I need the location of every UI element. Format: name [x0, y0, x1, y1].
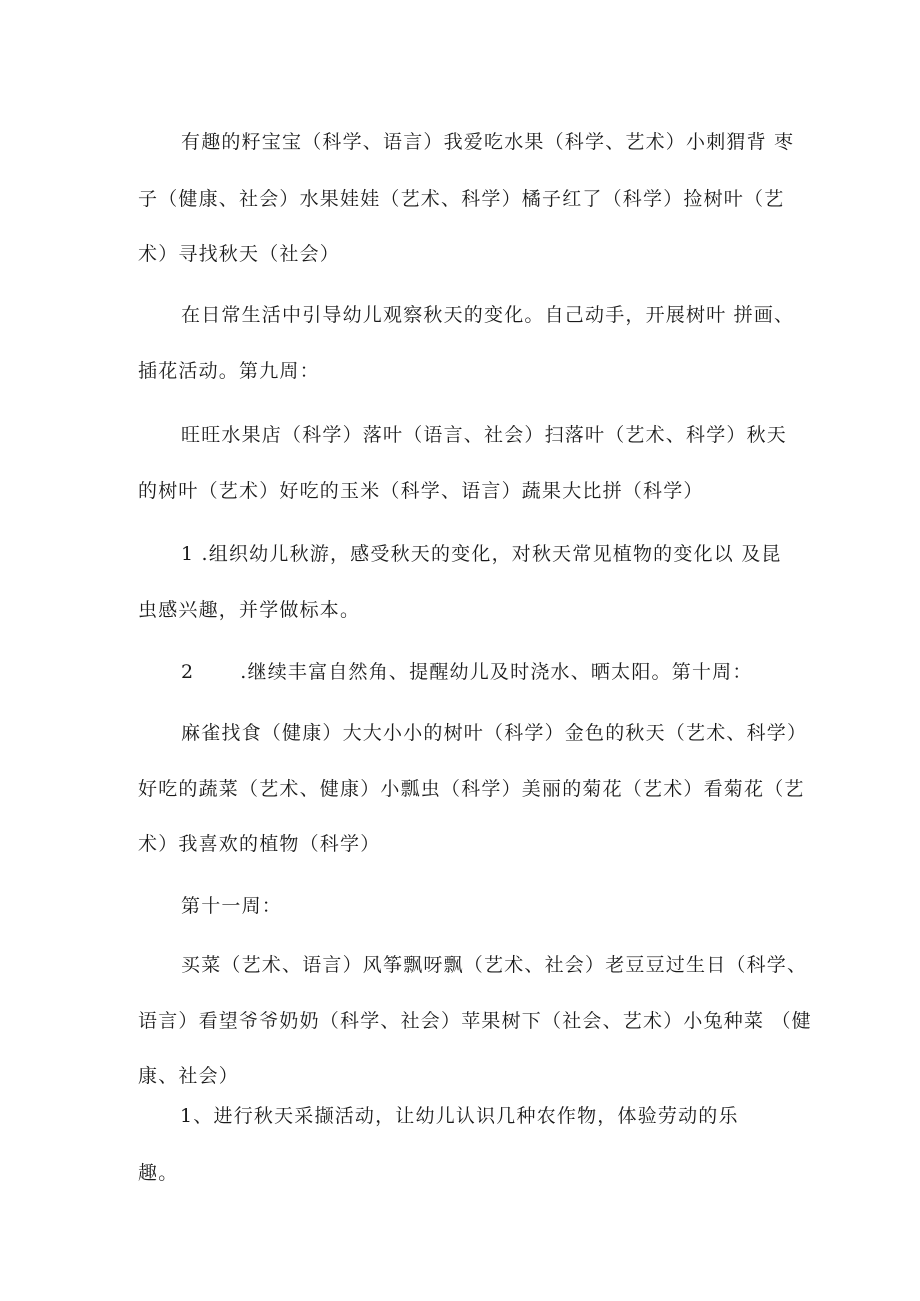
paragraph-9-line-1: 1、进行秋天采撷活动，让幼儿认识几种农作物，体验劳动的乐	[180, 1105, 739, 1127]
paragraph-9-line-2: 趣。	[138, 1162, 179, 1184]
paragraph-4-line-1: 1 .组织幼儿秋游，感受秋天的变化，对秋天常见植物的变化以 及昆	[181, 543, 782, 565]
paragraph-2-line-1: 在日常生活中引导幼儿观察秋天的变化。自己动手，开展树叶 拼画、	[181, 304, 795, 326]
paragraph-6-line-1: 麻雀找食（健康）大大小小的树叶（科学）金色的秋天（艺术、科学）	[181, 722, 808, 744]
list-text: .继续丰富自然角、提醒幼儿及时浇水、晒太阳。第十周：	[240, 661, 753, 683]
paragraph-3-line-2: 的树叶（艺术）好吃的玉米（科学、语言）蔬果大比拼（科学）	[138, 480, 704, 502]
paragraph-6-line-2: 好吃的蔬菜（艺术、健康）小瓢虫（科学）美丽的菊花（艺术）看菊花（艺	[138, 778, 805, 800]
paragraph-1-line-3: 术）寻找秋天（社会）	[138, 243, 341, 265]
paragraph-3-line-1: 旺旺水果店（科学）落叶（语言、社会）扫落叶（艺术、科学）秋天	[181, 424, 788, 446]
list-number: 2	[181, 661, 195, 683]
paragraph-4-line-2: 虫感兴趣，并学做标本。	[138, 599, 361, 621]
paragraph-1-line-1: 有趣的籽宝宝（科学、语言）我爱吃水果（科学、艺术）小刺猬背 枣	[181, 131, 795, 153]
paragraph-8-line-2: 语言）看望爷爷奶奶（科学、社会）苹果树下（社会、艺术）小兔种菜 （健	[138, 1010, 812, 1032]
paragraph-5-line-1	[181, 659, 861, 685]
paragraph-8-line-1: 买菜（艺术、语言）风筝飘呀飘（艺术、社会）老豆豆过生日（科学、	[181, 954, 808, 976]
paragraph-2-line-2: 插花活动。第九周：	[138, 360, 320, 382]
paragraph-6-line-3: 术）我喜欢的植物（科学）	[138, 833, 381, 855]
paragraph-7-line-1: 第十一周：	[181, 895, 283, 917]
paragraph-8-line-3: 康、社会）	[138, 1065, 240, 1087]
paragraph-1-line-2: 子（健康、社会）水果娃娃（艺术、科学）橘子红了（科学）捡树叶（艺	[138, 188, 785, 210]
